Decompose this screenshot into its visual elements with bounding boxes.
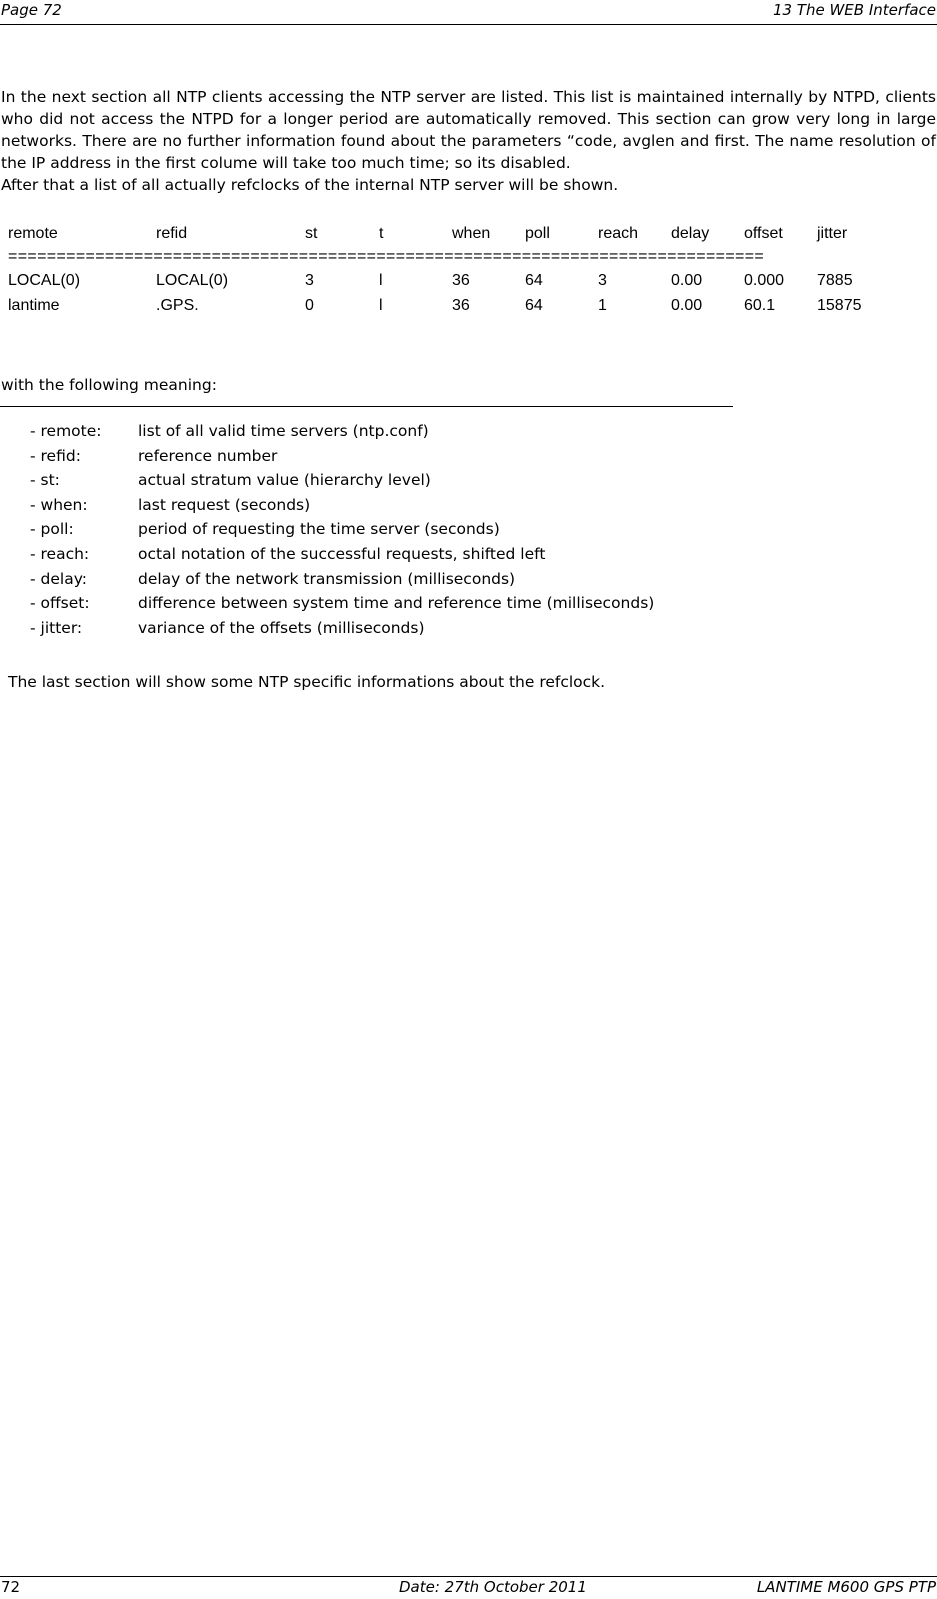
term: - st: xyxy=(30,471,60,490)
term: - remote: xyxy=(30,422,102,440)
col-header-offset: offset xyxy=(744,225,783,242)
table-row xyxy=(8,295,888,320)
intro-after: After that a list of all actually refclocks of the internal NTP server will be shown. xyxy=(1,176,619,194)
table-row xyxy=(8,270,888,295)
cell-poll: 64 xyxy=(525,272,543,289)
cell-when: 36 xyxy=(452,272,470,289)
description: last request (seconds) xyxy=(138,495,311,514)
col-header-st: st xyxy=(305,225,318,242)
cell-reach: 3 xyxy=(598,272,607,289)
page-header xyxy=(0,0,937,25)
list-item xyxy=(30,545,730,570)
list-item xyxy=(30,570,730,595)
closing-paragraph: The last section will show some NTP specific informations about the refclock. xyxy=(8,673,606,691)
chapter-title: 13 The WEB Interface xyxy=(772,1,936,19)
table-header-row xyxy=(8,223,888,248)
term: - jitter: xyxy=(30,618,83,637)
list-item xyxy=(30,496,730,521)
col-header-reach: reach xyxy=(598,225,639,242)
cell-refid: .GPS. xyxy=(156,297,199,314)
col-header-when: when xyxy=(452,225,491,242)
term: - delay: xyxy=(30,569,87,588)
description: variance of the offsets (milliseconds) xyxy=(138,618,425,637)
col-header-remote: remote xyxy=(8,225,58,242)
description: list of all valid time servers (ntp.conf) xyxy=(138,422,429,440)
intro-section xyxy=(1,86,936,196)
description: delay of the network transmission (milliseconds) xyxy=(138,569,516,588)
description: octal notation of the successful requests, shifted left xyxy=(138,544,546,563)
cell-offset: 60.1 xyxy=(744,297,776,314)
cell-t: l xyxy=(379,297,383,314)
cell-t: l xyxy=(379,272,383,289)
description: reference number xyxy=(138,446,278,465)
list-item xyxy=(30,471,730,496)
description: difference between system time and reference time (milliseconds) xyxy=(138,594,655,613)
list-item xyxy=(30,520,730,545)
term: - refid: xyxy=(30,446,81,465)
col-header-refid: refid xyxy=(156,225,188,242)
page-footer xyxy=(0,1576,937,1599)
cell-jitter: 15875 xyxy=(817,297,862,314)
list-item xyxy=(30,619,730,644)
cell-when: 36 xyxy=(452,297,470,314)
description: period of requesting the time server (seconds) xyxy=(138,520,500,539)
cell-reach: 1 xyxy=(598,297,607,314)
term: - when: xyxy=(30,495,88,514)
description: actual stratum value (hierarchy level) xyxy=(138,471,431,490)
cell-refid: LOCAL(0) xyxy=(156,272,229,289)
col-header-poll: poll xyxy=(525,225,550,242)
term: - poll: xyxy=(30,520,74,539)
meaning-intro: with the following meaning: xyxy=(1,376,217,394)
meaning-divider xyxy=(0,406,733,407)
ntp-peer-table xyxy=(8,223,888,320)
meaning-list xyxy=(30,422,730,643)
cell-jitter: 7885 xyxy=(817,272,853,289)
cell-st: 3 xyxy=(305,272,314,289)
cell-poll: 64 xyxy=(525,297,543,314)
cell-offset: 0.000 xyxy=(744,272,785,289)
cell-delay: 0.00 xyxy=(671,297,703,314)
intro-paragraph: In the next section all NTP clients accessing the NTP server are listed. This list is maintained internally by NTPD, clients who did not access the NTPD for a longer period are automatically removed. This section can grow very long in large networks. There are no further information found about the parameters “code, avglen and first. The name resolution of the IP address in the first colume will take too much time; so its disabled. xyxy=(1,88,936,172)
list-item xyxy=(30,422,730,447)
term: - reach: xyxy=(30,544,90,563)
document-date: Date: 27th October 2011 xyxy=(399,1578,587,1596)
cell-remote: lantime xyxy=(8,297,60,314)
page-number: 72 xyxy=(1,1578,21,1596)
product-name: LANTIME M600 GPS PTP xyxy=(756,1578,936,1596)
term: - offset: xyxy=(30,594,90,613)
cell-remote: LOCAL(0) xyxy=(8,272,81,289)
table-separator: ============================================================================== xyxy=(8,248,765,265)
col-header-t: t xyxy=(379,225,384,242)
list-item xyxy=(30,447,730,472)
col-header-jitter: jitter xyxy=(817,225,848,242)
cell-st: 0 xyxy=(305,297,314,314)
cell-delay: 0.00 xyxy=(671,272,703,289)
page-label: Page 72 xyxy=(1,1,62,19)
list-item xyxy=(30,594,730,619)
col-header-delay: delay xyxy=(671,225,710,242)
